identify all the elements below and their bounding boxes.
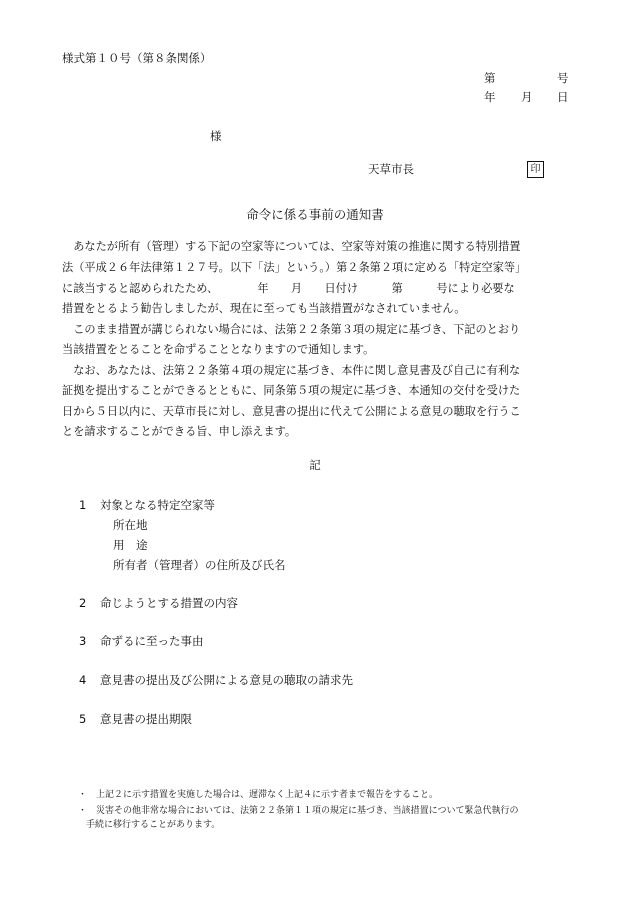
seal-stamp: 印 bbox=[527, 161, 544, 178]
body-line: なお、あなたは、法第２２条第４項の規定に基づき、本件に関し意見書及び自己に有利な bbox=[62, 364, 521, 377]
body-line: 証拠を提出することができるとともに、同条第５項の規定に基づき、本通知の交付を受けた bbox=[62, 384, 521, 397]
document-title: 命令に係る事前の通知書 bbox=[246, 207, 384, 222]
item-number: 3 bbox=[79, 634, 87, 648]
note-bullet: ・ bbox=[78, 806, 88, 816]
body-line: とを請求することができる旨、申し添えます。 bbox=[62, 425, 297, 438]
body-line: 法（平成２６年法律第１２７号。以下「法」という。）第２条第２項に定める「特定空家等」 bbox=[62, 261, 527, 274]
number-prefix: 第 bbox=[484, 71, 496, 85]
item-number: 5 bbox=[79, 712, 87, 726]
body-line: に該当すると認められたため、 年 月 日付け 第 号により必要な bbox=[62, 282, 515, 295]
item-title: 意見書の提出期限 bbox=[100, 712, 192, 726]
body-line: このまま措置が講じられない場合には、法第２２条第３項の規定に基づき、下記のとおり bbox=[62, 323, 521, 336]
body-line: 措置をとるよう勧告しましたが、現在に至っても当該措置がなされていません。 bbox=[62, 302, 466, 315]
item-title: 命ずるに至った事由 bbox=[100, 634, 204, 648]
note-text: 上記２に示す措置を実施した場合は、遅滞なく上記４に示す者まで報告をすること。 bbox=[96, 790, 439, 800]
recipient-honorific: 様 bbox=[210, 129, 222, 143]
item-number: 1 bbox=[79, 498, 87, 512]
issuer-name: 天草市長 bbox=[368, 162, 414, 176]
number-suffix: 号 bbox=[557, 71, 569, 85]
note-bullet: ・ bbox=[78, 790, 88, 800]
ki-heading: 記 bbox=[309, 458, 321, 472]
item-sub-location: 所在地 bbox=[113, 518, 148, 532]
item-number: 4 bbox=[79, 673, 87, 687]
item-title: 対象となる特定空家等 bbox=[100, 498, 215, 512]
item-sub-owner: 所有者（管理者）の住所及び氏名 bbox=[113, 558, 286, 572]
date-day-label: 日 bbox=[557, 90, 569, 104]
form-number: 様式第１０号（第８条関係） bbox=[62, 51, 212, 65]
body-line: あなたが所有（管理）する下記の空家等については、空家等対策の推進に関する特別措置 bbox=[62, 240, 521, 253]
body-line: 当該措置をとることを命ずることとなりますので通知します。 bbox=[62, 343, 375, 356]
item-number: 2 bbox=[79, 596, 87, 610]
note-text: 災害その他非常な場合においては、法第２２条第１１項の規定に基づき、当該措置について緊急代執行の bbox=[96, 806, 519, 816]
item-sub-use: 用 途 bbox=[113, 538, 148, 552]
item-title: 意見書の提出及び公開による意見の聴取の請求先 bbox=[100, 673, 353, 687]
note-text-continued: 手続に移行することがあります。 bbox=[86, 820, 221, 830]
body-line: 日から５日以内に、天草市長に対し、意見書の提出に代えて公開による意見の聴取を行うこ bbox=[62, 405, 521, 418]
date-month-label: 月 bbox=[521, 90, 533, 104]
item-title: 命じようとする措置の内容 bbox=[100, 596, 238, 610]
date-year-label: 年 bbox=[484, 90, 496, 104]
